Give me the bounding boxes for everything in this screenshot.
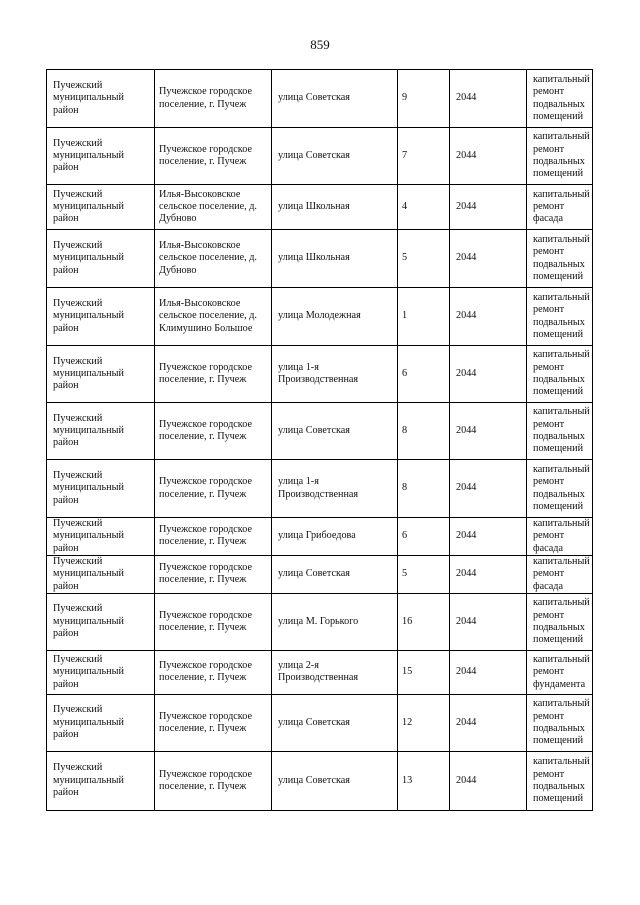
house-number-cell: 1 (398, 288, 450, 346)
district-cell: Пучежский муниципальный район (47, 460, 155, 518)
street-cell: улица 2-я Производственная (272, 650, 398, 694)
table-row (47, 70, 593, 128)
street-cell: улица Советская (272, 403, 398, 460)
house-number-cell: 4 (398, 185, 450, 230)
settlement-cell: Пучежское городское поселение, г. Пучеж (155, 555, 272, 593)
work-type-cell: капитальный ремонт подвальных помещений (527, 70, 593, 128)
year-cell: 2044 (450, 460, 527, 518)
district-cell: Пучежский муниципальный район (47, 555, 155, 593)
work-type-cell: капитальный ремонт подвальных помещений (527, 593, 593, 650)
street-cell: улица Советская (272, 70, 398, 128)
work-type-cell: капитальный ремонт подвальных помещений (527, 346, 593, 403)
table-row (47, 288, 593, 346)
street-cell: улица Советская (272, 694, 398, 751)
work-type-cell: капитальный ремонт подвальных помещений (527, 128, 593, 185)
district-cell: Пучежский муниципальный район (47, 593, 155, 650)
settlement-cell: Пучежское городское поселение, г. Пучеж (155, 403, 272, 460)
house-number-cell: 8 (398, 460, 450, 518)
settlement-cell: Пучежское городское поселение, г. Пучеж (155, 518, 272, 556)
year-cell: 2044 (450, 70, 527, 128)
district-cell: Пучежский муниципальный район (47, 650, 155, 694)
table-row (47, 593, 593, 650)
settlement-cell: Пучежское городское поселение, г. Пучеж (155, 751, 272, 810)
street-cell: улица Грибоедова (272, 518, 398, 556)
year-cell: 2044 (450, 185, 527, 230)
district-cell: Пучежский муниципальный район (47, 518, 155, 556)
year-cell: 2044 (450, 751, 527, 810)
table-row (47, 650, 593, 694)
year-cell: 2044 (450, 128, 527, 185)
table-row (47, 555, 593, 593)
house-number-cell: 9 (398, 70, 450, 128)
work-type-cell: капитальный ремонт подвальных помещений (527, 751, 593, 810)
table-row (47, 346, 593, 403)
year-cell: 2044 (450, 555, 527, 593)
district-cell: Пучежский муниципальный район (47, 403, 155, 460)
work-type-cell: капитальный ремонт подвальных помещений (527, 288, 593, 346)
work-type-cell: капитальный ремонт фасада (527, 185, 593, 230)
work-type-cell: капитальный ремонт фасада (527, 555, 593, 593)
work-type-cell: капитальный ремонт фасада (527, 518, 593, 556)
house-number-cell: 16 (398, 593, 450, 650)
settlement-cell: Пучежское городское поселение, г. Пучеж (155, 694, 272, 751)
year-cell: 2044 (450, 346, 527, 403)
work-type-cell: капитальный ремонт фундамента (527, 650, 593, 694)
district-cell: Пучежский муниципальный район (47, 230, 155, 288)
street-cell: улица 1-я Производственная (272, 346, 398, 403)
house-number-cell: 8 (398, 403, 450, 460)
table-row (47, 230, 593, 288)
table-row (47, 403, 593, 460)
year-cell: 2044 (450, 288, 527, 346)
table-row (47, 751, 593, 810)
housing-repair-table (46, 69, 593, 811)
house-number-cell: 15 (398, 650, 450, 694)
settlement-cell: Пучежское городское поселение, г. Пучеж (155, 70, 272, 128)
district-cell: Пучежский муниципальный район (47, 70, 155, 128)
table-row (47, 694, 593, 751)
district-cell: Пучежский муниципальный район (47, 694, 155, 751)
year-cell: 2044 (450, 403, 527, 460)
work-type-cell: капитальный ремонт подвальных помещений (527, 460, 593, 518)
house-number-cell: 5 (398, 230, 450, 288)
street-cell: улица Советская (272, 128, 398, 185)
house-number-cell: 12 (398, 694, 450, 751)
page-number: 859 (310, 37, 330, 52)
work-type-cell: капитальный ремонт подвальных помещений (527, 230, 593, 288)
settlement-cell: Пучежское городское поселение, г. Пучеж (155, 593, 272, 650)
settlement-cell: Пучежское городское поселение, г. Пучеж (155, 346, 272, 403)
year-cell: 2044 (450, 230, 527, 288)
settlement-cell: Илья-Высоковское сельское поселение, д. Климушино Большое (155, 288, 272, 346)
year-cell: 2044 (450, 650, 527, 694)
house-number-cell: 6 (398, 346, 450, 403)
settlement-cell: Илья-Высоковское сельское поселение, д. Дубново (155, 230, 272, 288)
district-cell: Пучежский муниципальный район (47, 751, 155, 810)
street-cell: улица М. Горького (272, 593, 398, 650)
table-row (47, 460, 593, 518)
street-cell: улица Советская (272, 751, 398, 810)
settlement-cell: Илья-Высоковское сельское поселение, д. Дубново (155, 185, 272, 230)
year-cell: 2044 (450, 593, 527, 650)
street-cell: улица Советская (272, 555, 398, 593)
table-row (47, 518, 593, 556)
house-number-cell: 7 (398, 128, 450, 185)
street-cell: улица Школьная (272, 185, 398, 230)
settlement-cell: Пучежское городское поселение, г. Пучеж (155, 460, 272, 518)
table-row (47, 128, 593, 185)
work-type-cell: капитальный ремонт подвальных помещений (527, 403, 593, 460)
year-cell: 2044 (450, 694, 527, 751)
work-type-cell: капитальный ремонт подвальных помещений (527, 694, 593, 751)
street-cell: улица 1-я Производственная (272, 460, 398, 518)
street-cell: улица Школьная (272, 230, 398, 288)
table-body (47, 70, 593, 811)
year-cell: 2044 (450, 518, 527, 556)
house-number-cell: 5 (398, 555, 450, 593)
district-cell: Пучежский муниципальный район (47, 128, 155, 185)
house-number-cell: 13 (398, 751, 450, 810)
settlement-cell: Пучежское городское поселение, г. Пучеж (155, 650, 272, 694)
district-cell: Пучежский муниципальный район (47, 185, 155, 230)
district-cell: Пучежский муниципальный район (47, 288, 155, 346)
settlement-cell: Пучежское городское поселение, г. Пучеж (155, 128, 272, 185)
district-cell: Пучежский муниципальный район (47, 346, 155, 403)
table-row (47, 185, 593, 230)
house-number-cell: 6 (398, 518, 450, 556)
street-cell: улица Молодежная (272, 288, 398, 346)
